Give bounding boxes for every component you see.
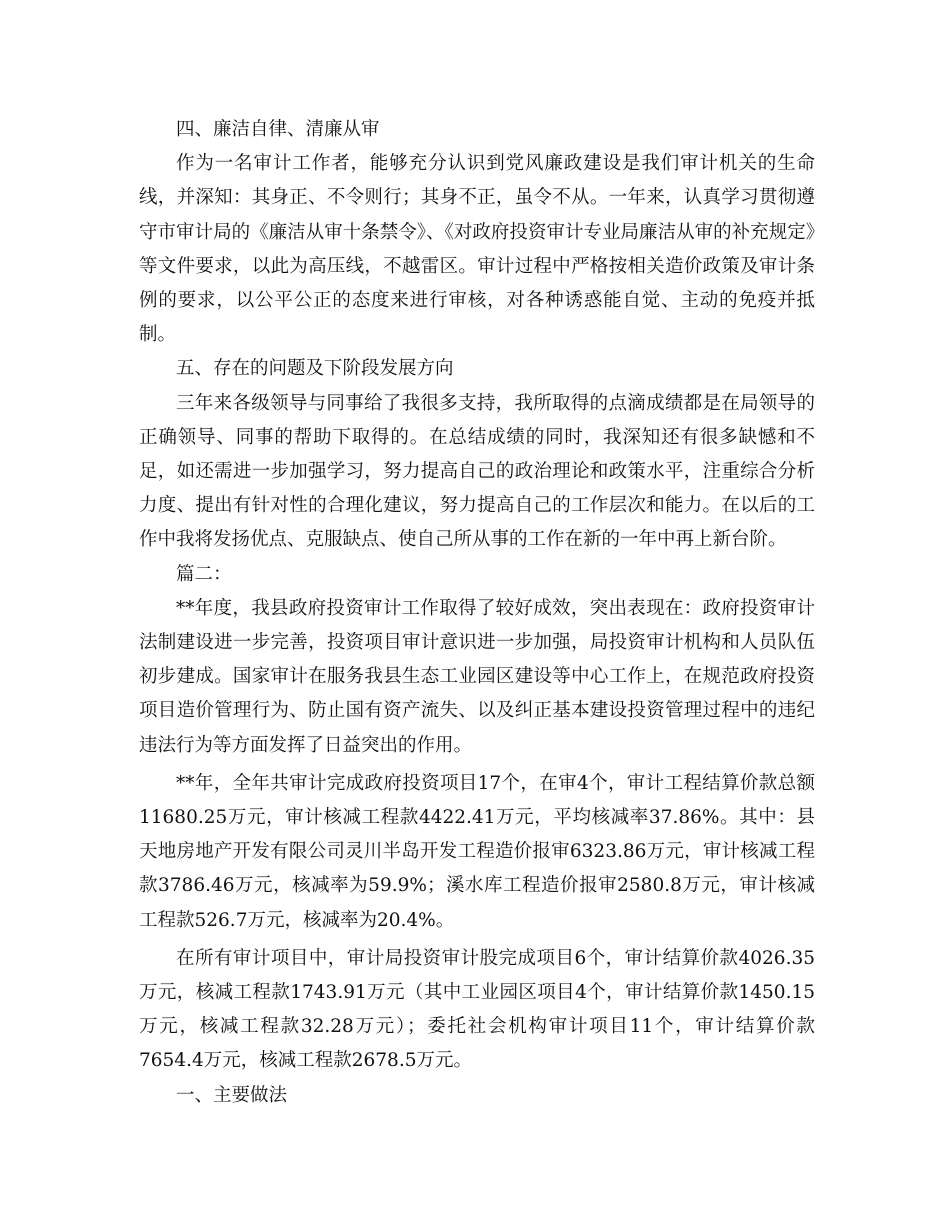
- section-label-part-two: 篇二：: [176, 563, 232, 585]
- document-body: [139, 113, 815, 1113]
- paragraph-integrity-body: 作为一名审计工作者，能够充分认识到党风廉政建设是我们审计机关的生命线，并深知：其身正、不令则行；其身不正，虽令不从。一年来，认真学习贯彻遵守市审计局的《廉洁从审十条禁令》、《对政府投资审计专业局廉洁从审的补充规定》等文件要求，以此为高压线，不越雷区。审计过程中严格按相关造价政策及审计条例的要求，以公平公正的态度来进行审核，对各种诱惑能自觉、主动的免疫并抵制。: [139, 153, 815, 346]
- paragraph-audit-statistics: **年，全年共审计完成政府投资项目17个，在审4个，审计工程结算价款总额11680.25万元，审计核减工程款4422.41万元，平均核减率37.86%。其中：县天地房地产开发有限公司灵川半岛开发工程造价报审6323.86万元，审计核减工程款3786.46万元，核减率为59.9%；溪水库工程造价报审2580.8万元，审计核减工程款526.7万元，核减率为20.4%。: [139, 772, 815, 931]
- section-heading-integrity: 四、廉洁自律、清廉从审: [176, 119, 380, 140]
- paragraph-annual-summary: **年度，我县政府投资审计工作取得了较好成效，突出表现在：政府投资审计法制建设进一步完善，投资项目审计意识进一步加强，局投资审计机构和人员队伍初步建成。国家审计在服务我县生态工业园区建设等中心工作上，在规范政府投资项目造价管理行为、防止国有资产流失、以及纠正基本建设投资管理过程中的违纪违法行为等方面发挥了日益突出的作用。: [139, 597, 815, 756]
- paragraph-project-breakdown: 在所有审计项目中，审计局投资审计股完成项目6个，审计结算价款4026.35万元，核减工程款1743.91万元（其中工业园区项目4个，审计结算价款1450.15万元，核减工程款32.28万元）；委托社会机构审计项目11个，审计结算价款7654.4万元，核减工程款2678.5万元。: [139, 947, 815, 1072]
- section-heading-main-methods: 一、主要做法: [176, 1084, 288, 1106]
- section-heading-problems: 五、存在的问题及下阶段发展方向: [176, 358, 454, 380]
- paragraph-problems-body: 三年来各级领导与同事给了我很多支持，我所取得的点滴成绩都是在局领导的正确领导、同事的帮助下取得的。在总结成绩的同时，我深知还有很多缺憾和不足，如还需进一步加强学习，努力提高自己的政治理论和政策水平，注重综合分析力度、提出有针对性的合理化建议，努力提高自己的工作层次和能力。在以后的工作中我将发扬优点、克服缺点、使自己所从事的工作在新的一年中再上新台阶。: [139, 392, 815, 551]
